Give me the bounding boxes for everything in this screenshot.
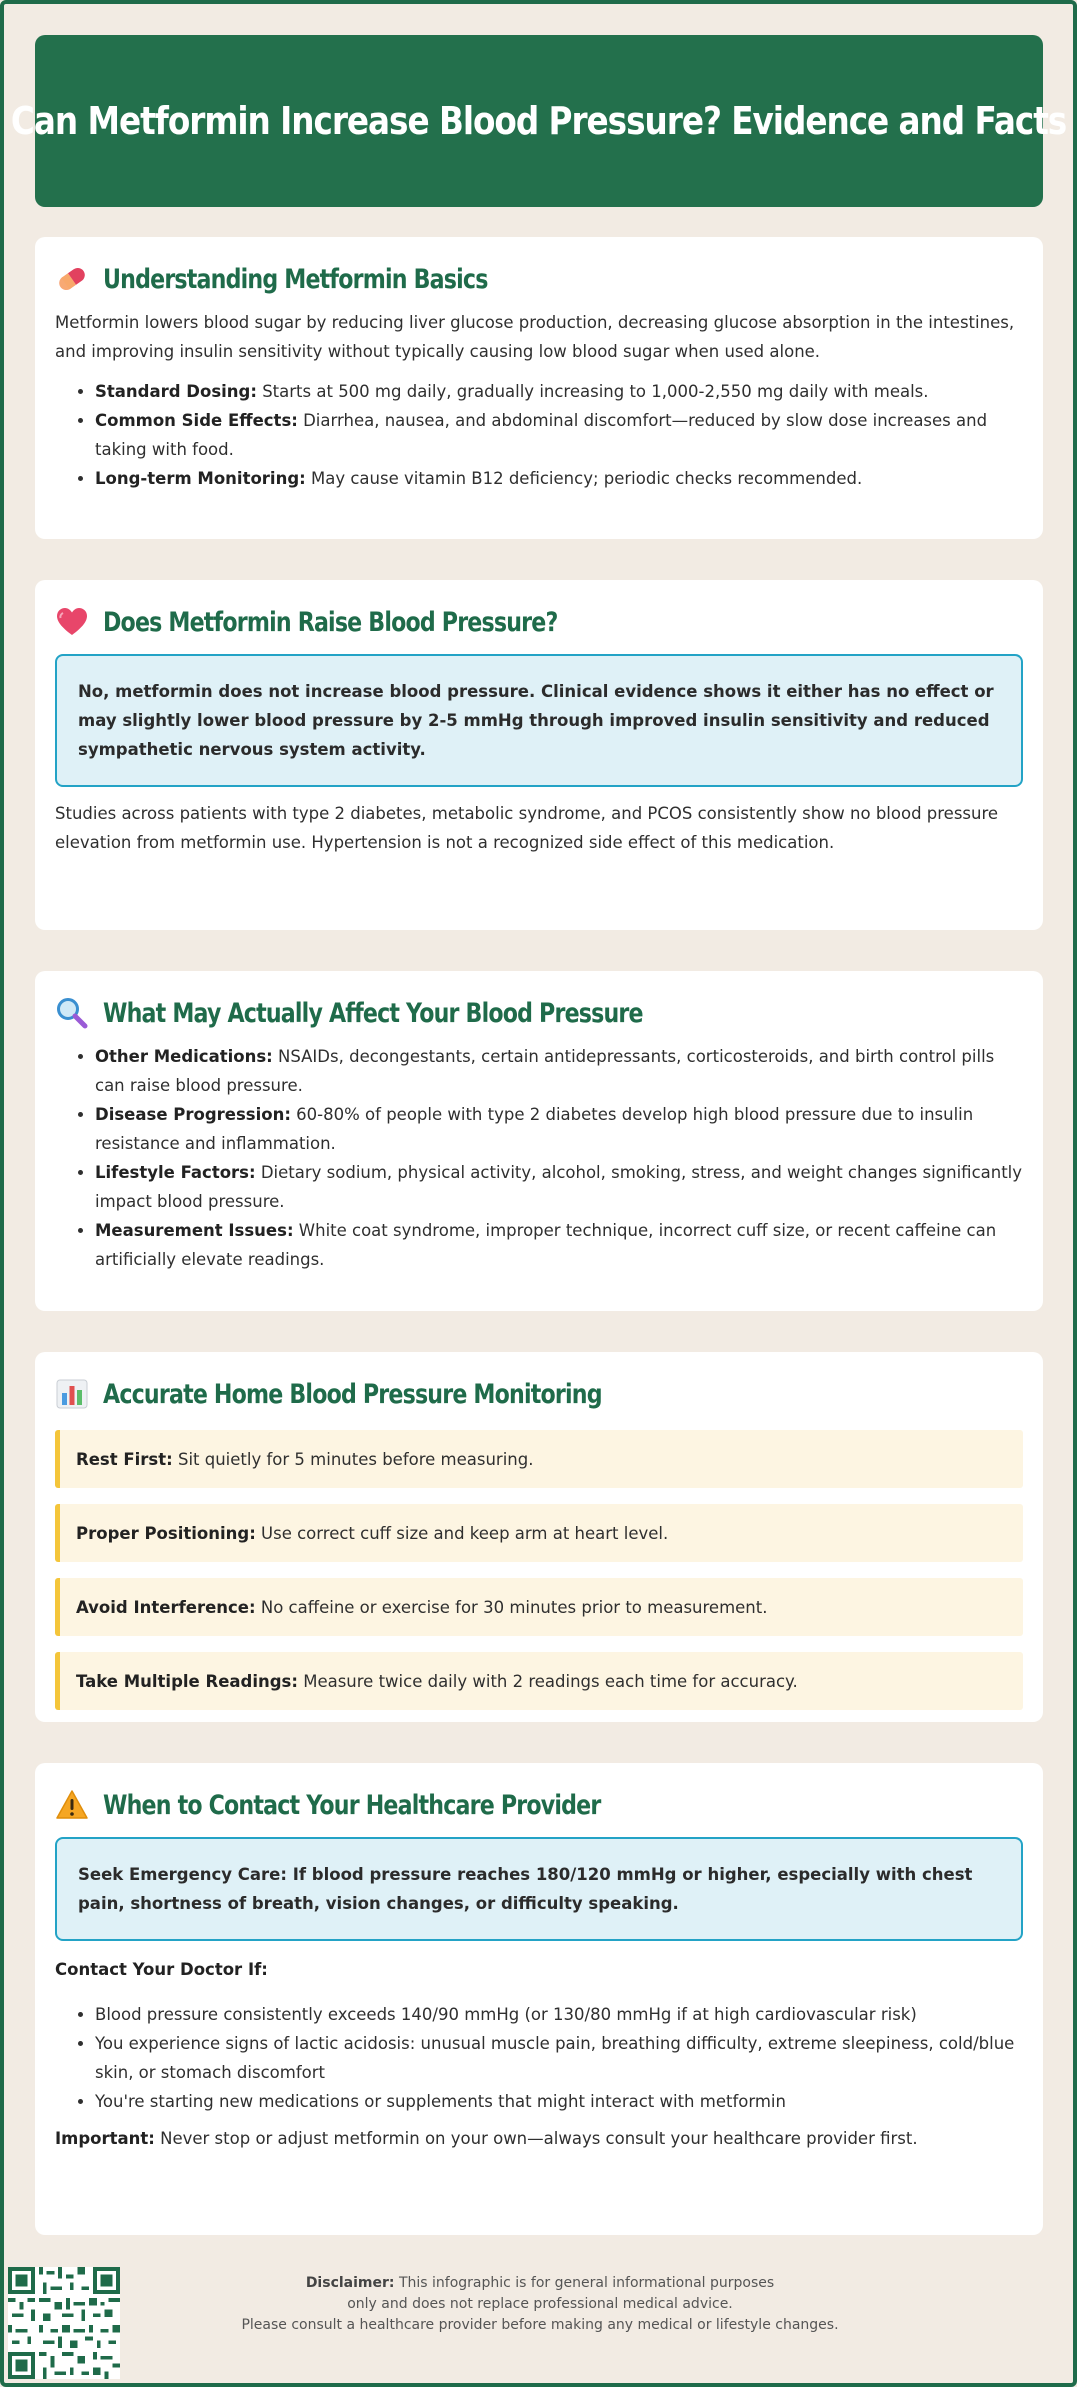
footer xyxy=(0,2262,1077,2382)
disclaimer-line-2: only and does not replace professional medical advice. xyxy=(347,2296,733,2312)
disclaimer xyxy=(240,2273,840,2336)
tip-rest-first: Rest First: Sit quietly for 5 minutes before measuring. xyxy=(55,1430,1023,1488)
heart-icon xyxy=(55,605,89,639)
list-item: • You're starting new medications or supplements that might interact with metformin xyxy=(95,2087,1023,2116)
card-contact-heading: When to Contact Your Healthcare Provider xyxy=(103,1789,601,1821)
card-basics-intro: Metformin lowers blood sugar by reducing liver glucose production, decreasing glucose absorption in the intestines, and improving insulin sensitivity without typically causing low blood sugar when used alone. xyxy=(55,313,1015,361)
list-item: • Common Side Effects: Diarrhea, nausea, and abdominal discomfort—reduced by slow dose increases and taking with food. xyxy=(95,406,1023,464)
list-item: • Long-term Monitoring: May cause vitamin B12 deficiency; periodic checks recommended. xyxy=(95,464,1023,493)
contact-doctor-label: Contact Your Doctor If: xyxy=(55,1960,268,1979)
list-item: • Lifestyle Factors: Dietary sodium, physical activity, alcohol, smoking, stress, and weight changes significantly impact blood pressure. xyxy=(95,1158,1023,1216)
tip-multiple-readings: Take Multiple Readings: Measure twice daily with 2 readings each time for accuracy. xyxy=(55,1652,1023,1710)
magnifier-icon xyxy=(55,996,89,1030)
warning-icon xyxy=(55,1788,89,1822)
card-basics xyxy=(35,237,1043,539)
basics-list xyxy=(55,377,1023,493)
list-item: • Disease Progression: 60-80% of people with type 2 diabetes develop high blood pressure due to insulin resistance and inflammation. xyxy=(95,1100,1023,1158)
list-item: • Standard Dosing: Starts at 500 mg daily, gradually increasing to 1,000-2,550 mg daily with meals. xyxy=(95,377,1023,406)
card-raise-title xyxy=(55,602,1023,642)
bar-chart-icon xyxy=(55,1377,89,1411)
disclaimer-line-3: Please consult a healthcare provider before making any medical or lifestyle changes. xyxy=(241,2317,839,2333)
list-item: • You experience signs of lactic acidosis: unusual muscle pain, breathing difficulty, extreme sleepiness, cold/blue skin, or stomach discomfort xyxy=(95,2029,1023,2087)
contact-list xyxy=(55,2000,1023,2116)
disclaimer-line-1: Disclaimer: This infographic is for general informational purposes xyxy=(305,2275,775,2291)
tip-positioning: Proper Positioning: Use correct cuff size and keep arm at heart level. xyxy=(55,1504,1023,1562)
card-raise-body: Studies across patients with type 2 diabetes, metabolic syndrome, and PCOS consistently show no blood pressure elevation from metformin use. Hypertension is not a recognized side effect of this medication. xyxy=(55,804,999,852)
card-affect-title xyxy=(55,993,1023,1033)
card-affect xyxy=(35,971,1043,1311)
tip-avoid-interference: Avoid Interference: No caffeine or exercise for 30 minutes prior to measurement. xyxy=(55,1578,1023,1636)
affect-list xyxy=(55,1042,1023,1274)
card-monitoring-heading: Accurate Home Blood Pressure Monitoring xyxy=(103,1378,602,1410)
list-item: • Measurement Issues: White coat syndrome, improper technique, incorrect cuff size, or recent caffeine can artificially elevate readings. xyxy=(95,1216,1023,1274)
card-monitoring-title xyxy=(55,1374,1023,1414)
list-item: • Other Medications: NSAIDs, decongestants, certain antidepressants, corticosteroids, and birth control pills can raise blood pressure. xyxy=(95,1042,1023,1100)
important-note: Important: Never stop or adjust metformin on your own—always consult your healthcare provider first. xyxy=(55,2129,918,2148)
card-affect-heading: What May Actually Affect Your Blood Pressure xyxy=(103,997,643,1029)
card-basics-heading: Understanding Metformin Basics xyxy=(103,263,488,295)
card-contact xyxy=(35,1763,1043,2235)
card-basics-title xyxy=(55,259,1023,299)
list-item: • Blood pressure consistently exceeds 140/90 mmHg (or 130/80 mmHg if at high cardiovascular risk) xyxy=(95,2000,1023,2029)
card-raise-heading: Does Metformin Raise Blood Pressure? xyxy=(103,606,558,638)
card-raise xyxy=(35,580,1043,930)
qr-code-icon xyxy=(8,2267,120,2379)
page-header xyxy=(11,35,1067,207)
card-monitoring xyxy=(35,1352,1043,1722)
card-contact-title xyxy=(55,1785,1023,1825)
key-finding-callout: No, metformin does not increase blood pressure. Clinical evidence shows it either has no effect or may slightly lower blood pressure by 2-5 mmHg through improved insulin sensitivity and reduced sympathetic nervous system activity. xyxy=(55,654,1023,787)
page-title: Can Metformin Increase Blood Pressure? Evidence and Facts xyxy=(11,99,1067,143)
pill-icon xyxy=(55,262,89,296)
emergency-callout: Seek Emergency Care: If blood pressure reaches 180/120 mmHg or higher, especially with chest pain, shortness of breath, vision changes, or difficulty speaking. xyxy=(55,1837,1023,1941)
